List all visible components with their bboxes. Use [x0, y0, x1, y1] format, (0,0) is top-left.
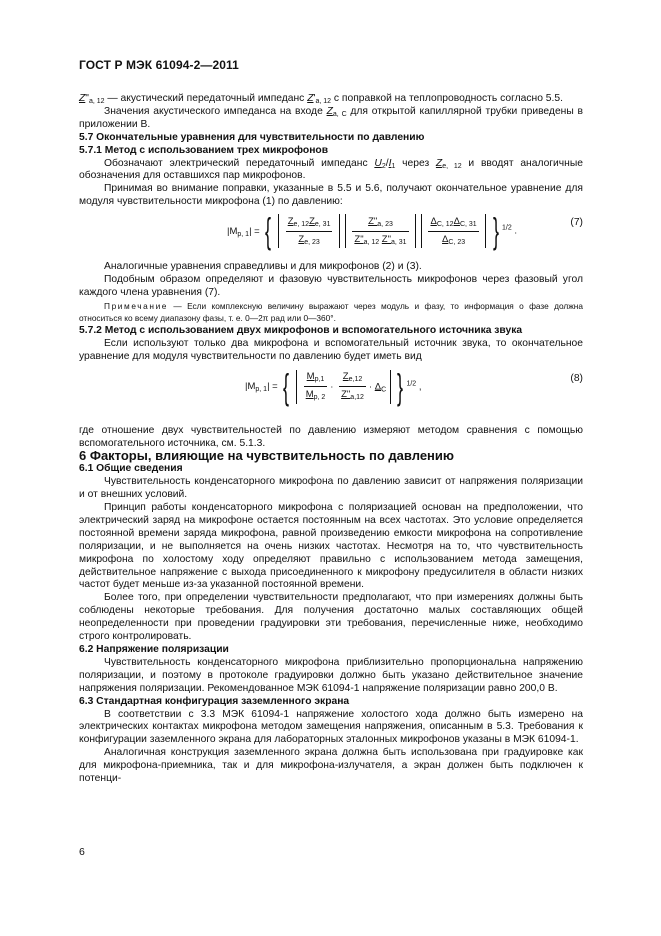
document-header: ГОСТ Р МЭК 61094-2—2011	[79, 58, 239, 72]
left-brace: {	[265, 210, 272, 252]
paragraph-6-3-b: Аналогичная конструкция заземленного экрана должна быть использована при градуировке как для микрофона-приемника, так и для микрофона-излучателя, а экран должен быть подключен к потенци-	[79, 747, 583, 785]
paragraph-6-1-c: Более того, при определении чувствительности предполагают, что при измерениях должны быть соблюдены некоторые требования. Для получения достаточно малых составляющих общей неопределенности при проведении градуировки эти требования, перечисленные ниже, необходимо строго контролировать.	[79, 592, 583, 643]
paragraph-6-1-b: Принцип работы конденсаторного микрофона с поляризацией основан на предположении, что электрический заряд на микрофоне остается постоянным на всех частотах. Это условие определяется постоянной времени заряда микрофона, равной произведению емкости микрофона на сопротивление поляризации, и не выполняется на очень низких частотах. Несмотря на то, что чувствительность микрофона по холостому ходу определяют правильно с использованием метода замещения, действительное напряжение с выхода присоединенного к микрофону предусилителя в области низких частот будет меньше из-за указанной постоянной времени.	[79, 502, 583, 591]
section-5-7-1-heading: 5.7.1 Метод с использованием трех микрофонов	[79, 144, 329, 156]
paragraph-5-7-1-c: Аналогичные уравнения справедливы и для микрофонов (2) и (3).	[104, 261, 422, 273]
section-5-7-2-heading: 5.7.2 Метод с использованием двух микрофонов и вспомогательного источника звука	[79, 324, 523, 336]
equation-7: $|M_{p, 1}|$ = { $\frac{Z_{e, 12}Z_{e, 31}}{Z_{e, 23}}$ $\frac{Z"_{a, 23}}{Z"_{a, 12} Z"_{a, 31}}$ $\frac{\Delta_{C, 12}\Delta_{C, 31}}{\Delta_{C, 23}}$ } $^{1/2}$ . (7)	[227, 210, 583, 252]
paragraph-5-7-1-b: Принимая во внимание поправки, указанные в 5.5 и 5.6, получают окончательное уравнение для модуля чувствительности микрофона (1) по давлению:	[79, 183, 583, 208]
page-number: 6	[79, 846, 85, 858]
equation-8: $|M_{p, 1}|$ = { $\frac{M_{p,1}}{M_{p, 2}}$ · $\frac{Z_{e,12}}{Z"_{a,12}}$ · $\Delta_C$ } $^{1/2}$ , (8)	[245, 365, 583, 407]
note: Примечание — Если комплексную величину выражают через модуль и фазу, то информация о фазе должна относиться ко всему диапазону фазы, т. е. 0—2π рад или 0—360°.	[79, 300, 583, 324]
section-6-2-heading: 6.2 Напряжение поляризации	[79, 644, 229, 655]
page-content	[79, 93, 583, 786]
fraction-3: $\frac{\Delta_{C, 12}\Delta_{C, 31}}{\Delta_{C, 23}}$	[430, 215, 477, 246]
paragraph-5-7-2-a: Если используют только два микрофона и вспомогательный источник звука, то окончательное уравнение для модуля чувствительности по давлению будет иметь вид	[79, 337, 583, 362]
fraction-2: $\frac{Z"_{a, 23}}{Z"_{a, 12} Z"_{a, 31}}$	[354, 215, 407, 246]
section-5-7-heading: 5.7 Окончательные уравнения для чувствительности по давлению	[79, 131, 425, 143]
paragraph-5-7-2-b: где отношение двух чувствительностей по давлению измеряют методом сравнения с помощью вспомогательного источника, см. 5.1.3.	[79, 424, 583, 449]
paragraph-5-7-1-d: Подобным образом определяют и фазовую чувствительность микрофонов через фазовый угол каждого члена уравнения (7).	[79, 274, 583, 298]
section-6-3-heading: 6.3 Стандартная конфигурация заземленного экрана	[79, 695, 350, 707]
section-6-1-heading: 6.1 Общие сведения	[79, 463, 183, 475]
equation-number-8: (8)	[570, 372, 583, 384]
fraction-1: $\frac{Z_{e, 12}Z_{e, 31}}{Z_{e, 23}}$	[287, 215, 331, 246]
right-brace: }	[492, 210, 499, 252]
paragraph-6-3-a: В соответствии с 3.3 МЭК 61094-1 напряжение холостого хода должно быть измерено на электрических контактах микрофона методом замещения напряжения, описанным в 5.3. Требования к конфигурации заземленного экрана для лабораторных эталонных микрофонов указаны в МЭК 61094-1.	[79, 708, 583, 746]
paragraph-6-1-a: Чувствительность конденсаторного микрофона по давлению зависит от напряжения поляризации и от внешних условий.	[79, 476, 583, 501]
section-6-heading: 6 Факторы, влияющие на чувствительность по давлению	[79, 448, 454, 464]
z-definition-line: $Z"_{a, 12}$ — акустический передаточный импеданс $Z'_{a, 12}$ с поправкой на теплопроводность согласно 5.5.	[79, 93, 563, 105]
acoustic-impedance-paragraph: Значения акустического импеданса на входе $Z_{a, C}$ для открытой капиллярной трубки приведены в приложении В.	[79, 105, 583, 130]
equation-number-7: (7)	[570, 217, 583, 229]
paragraph-5-7-1-a: Обозначают электрический передаточный импеданс $U_2/I_1$ через $Z_{e, 12}$ и вводят аналогичные обозначения для оставшихся пар микрофонов.	[79, 157, 583, 182]
paragraph-6-2-a: Чувствительность конденсаторного микрофона приблизительно пропорциональна напряжению поляризации, и поэтому в протоколе градуировки должно быть указано действительное значение напряжения поляризации. Рекомендованное МЭК 61094-1 напряжение поляризации равно 200,0 В.	[79, 656, 583, 694]
